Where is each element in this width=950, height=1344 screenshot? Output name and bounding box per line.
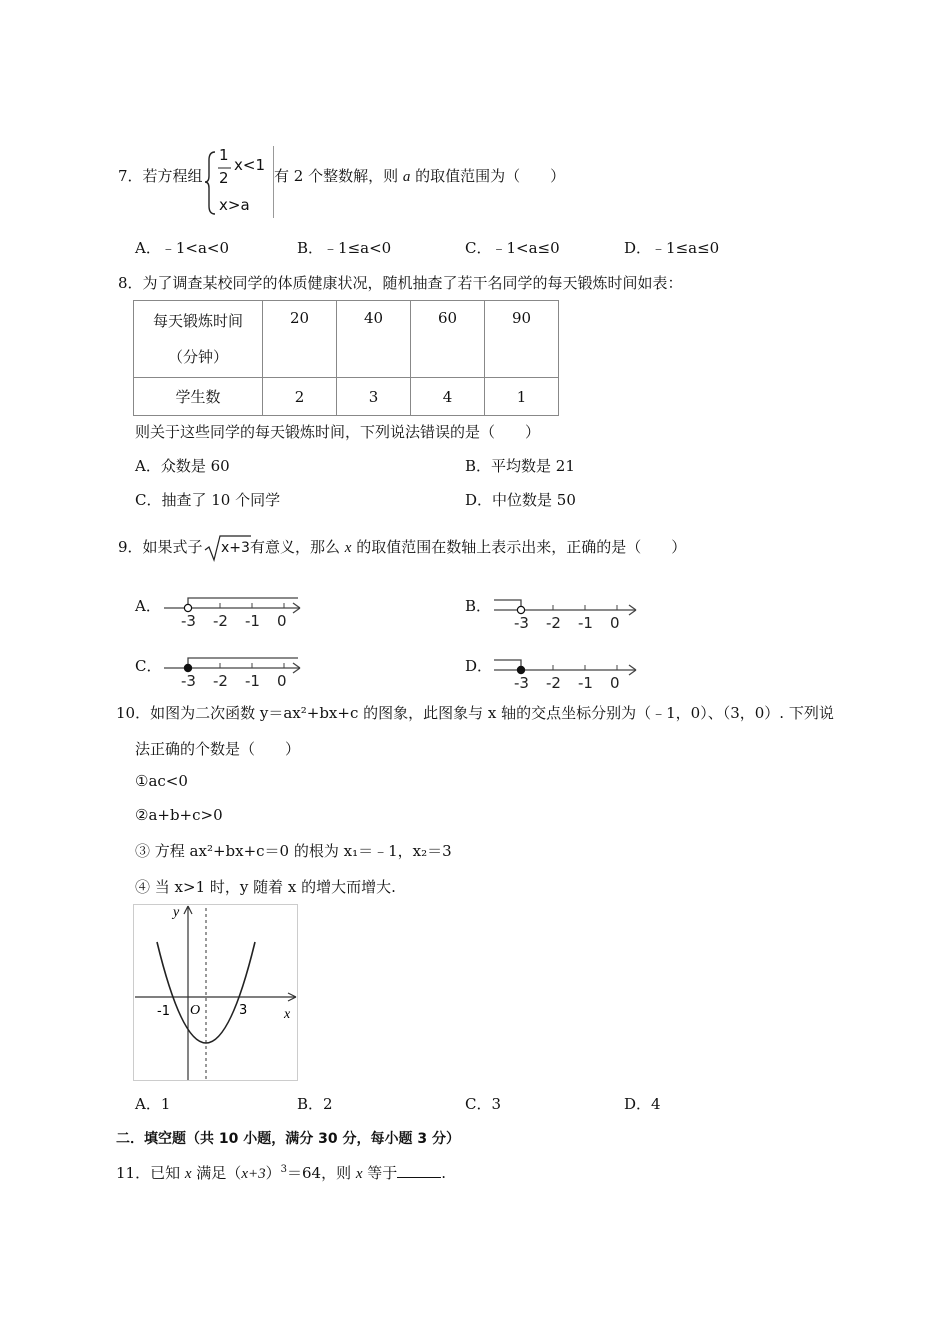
q9-option-b[interactable]: B． — [465, 597, 492, 615]
closed-dot — [184, 664, 191, 671]
q7-top-ineq: x<1 — [234, 156, 265, 174]
q8-table-cell: 20 — [263, 301, 337, 378]
q9-number-line-a — [160, 588, 306, 628]
q8-option-d[interactable]: D．中位数是 50 — [465, 491, 576, 509]
q9-number-line-c — [160, 648, 306, 688]
q9-sqrt-expression — [204, 532, 252, 562]
graph-origin-label: O — [190, 1003, 201, 1018]
q8-exercise-table — [133, 300, 559, 416]
q8-option-b[interactable]: B．平均数是 21 — [465, 457, 575, 475]
q10-statement-3: ③ 方程 ax²+bx+c＝0 的根为 x₁＝﹣1，x₂＝3 — [135, 842, 452, 860]
q7-option-b[interactable]: B．﹣1≤a<0 — [297, 239, 392, 257]
q9-number-stem: 9．如果式子 — [118, 538, 203, 556]
q7-stem-rest: 有 2 个整数解，则 a 的取值范围为（ ） — [274, 167, 566, 185]
tick-label: -3 — [514, 614, 529, 630]
tick-label: 0 — [277, 672, 287, 688]
closed-dot — [517, 666, 524, 673]
q10-option-b[interactable]: B．2 — [297, 1095, 333, 1113]
q7-equation-system — [205, 146, 274, 218]
tick-label: -1 — [578, 674, 593, 690]
tick-label: -3 — [181, 672, 196, 688]
q9-number-line-b — [490, 590, 640, 630]
solution-ray — [494, 600, 521, 610]
tick-label: -2 — [213, 612, 228, 628]
solution-ray — [188, 658, 298, 668]
q8-option-a[interactable]: A．众数是 60 — [135, 457, 230, 475]
q10-stem-line1: 10．如图为二次函数 y＝ax²+bx+c 的图象，此图象与 x 轴的交点坐标分别为（﹣1，0）、（3，0）. 下列说 — [116, 704, 834, 722]
q8-option-c[interactable]: C．抽查了 10 个同学 — [135, 491, 281, 509]
q9-option-c[interactable]: C． — [135, 657, 162, 675]
graph-y-label: y — [173, 905, 180, 920]
solution-ray — [494, 660, 521, 670]
q8-table-header-students: 学生数 — [134, 378, 263, 416]
q8-table-cell: 90 — [485, 301, 559, 378]
q9-stem-rest: 有意义，那么 x 的取值范围在数轴上表示出来，正确的是（ ） — [250, 538, 687, 556]
q10-statement-1: ①ac<0 — [135, 772, 188, 790]
tick-label: -2 — [546, 614, 561, 630]
q7-bottom-ineq: x>a — [219, 196, 250, 214]
q10-parabola-graph — [133, 904, 299, 1082]
tick-label: 0 — [277, 612, 287, 628]
tick-label: -1 — [578, 614, 593, 630]
graph-right-root-label: 3 — [239, 1003, 248, 1018]
section-2-title: 二．填空题（共 10 小题，满分 30 分，每小题 3 分） — [116, 1131, 460, 1147]
solution-ray — [188, 598, 298, 608]
q7-number-stem: 7．若方程组 — [118, 167, 203, 185]
tick-label: 0 — [610, 674, 620, 690]
q8-table-cell: 60 — [411, 301, 485, 378]
q8-table-cell: 4 — [411, 378, 485, 416]
q8-question: 则关于这些同学的每天锻炼时间，下列说法错误的是（ ） — [135, 423, 541, 441]
q7-option-a[interactable]: A．﹣1<a<0 — [135, 239, 230, 257]
q10-stem-line2: 法正确的个数是（ ） — [135, 740, 301, 758]
q10-statement-2: ②a+b+c>0 — [135, 806, 223, 824]
q8-table-cell: 40 — [337, 301, 411, 378]
tick-label: -2 — [213, 672, 228, 688]
q7-option-d[interactable]: D．﹣1≤a≤0 — [624, 239, 720, 257]
q9-number-line-d — [490, 650, 640, 690]
q10-statement-4: ④ 当 x>1 时，y 随着 x 的增大而增大. — [135, 878, 396, 896]
q8-stem: 8．为了调查某校同学的体质健康状况，随机抽查了若干名同学的每天锻炼时间如表： — [118, 274, 683, 292]
q7-frac-den: 2 — [219, 169, 229, 187]
q11-stem: 11．已知 x 满足$(x+3)^3=64$，则 x 等于 . — [116, 1164, 447, 1182]
q9-option-a[interactable]: A． — [135, 597, 161, 615]
open-dot — [517, 606, 524, 613]
tick-label: -1 — [245, 672, 260, 688]
q9-option-d[interactable]: D． — [465, 657, 493, 675]
q8-table-cell: 1 — [485, 378, 559, 416]
q10-option-a[interactable]: A．1 — [135, 1095, 171, 1113]
q8-table-header-time: 每天锻炼时间 （分钟） — [134, 301, 263, 378]
q10-option-c[interactable]: C．3 — [465, 1095, 502, 1113]
tick-label: -2 — [546, 674, 561, 690]
graph-left-root-label: -1 — [157, 1004, 170, 1019]
q8-table-cell: 2 — [263, 378, 337, 416]
q7-frac-num: 1 — [219, 146, 229, 164]
tick-label: -1 — [245, 612, 260, 628]
q7-option-c[interactable]: C．﹣1<a≤0 — [465, 239, 560, 257]
open-dot — [184, 604, 191, 611]
tick-label: -3 — [181, 612, 196, 628]
tick-label: 0 — [610, 614, 620, 630]
q8-table-cell: 3 — [337, 378, 411, 416]
q9-radicand: x+3 — [221, 540, 250, 556]
q10-option-d[interactable]: D．4 — [624, 1095, 661, 1113]
graph-x-label: x — [284, 1007, 291, 1022]
q11-answer-blank[interactable] — [397, 1163, 441, 1178]
tick-label: -3 — [514, 674, 529, 690]
